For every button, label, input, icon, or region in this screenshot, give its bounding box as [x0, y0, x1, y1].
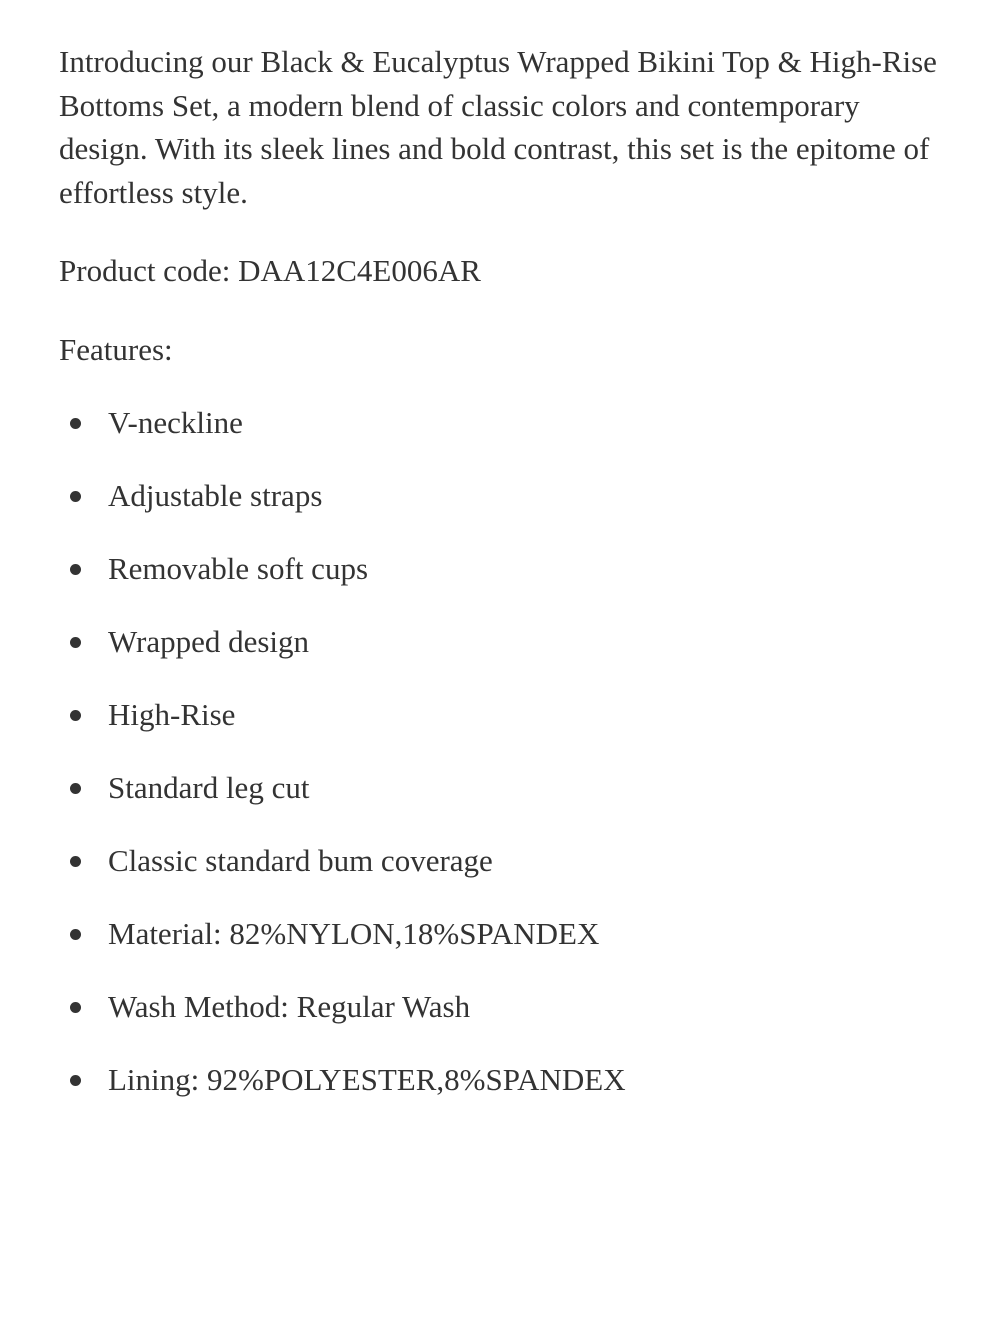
feature-label: Standard leg cut: [108, 770, 310, 805]
feature-item: [59, 912, 949, 956]
feature-label: V-neckline: [108, 405, 243, 440]
feature-item: [59, 693, 949, 737]
bullet-icon: [70, 418, 81, 429]
product-code: Product code: DAA12C4E006AR: [59, 253, 481, 288]
feature-item: [59, 766, 949, 810]
bullet-icon: [70, 1075, 81, 1086]
bullet-icon: [70, 856, 81, 867]
feature-label: Wash Method: Regular Wash: [108, 989, 471, 1024]
product-description: [59, 40, 949, 1131]
features-heading: Features:: [59, 331, 173, 367]
bullet-icon: [70, 491, 81, 502]
feature-item: [59, 985, 949, 1029]
bullet-icon: [70, 1002, 81, 1013]
feature-item: [59, 1058, 949, 1102]
feature-label: Material: 82%NYLON,18%SPANDEX: [108, 916, 600, 951]
feature-item: [59, 401, 949, 445]
feature-label: High-Rise: [108, 697, 236, 732]
feature-label: Wrapped design: [108, 624, 310, 659]
bullet-icon: [70, 783, 81, 794]
feature-label: Classic standard bum coverage: [108, 843, 493, 878]
feature-item: [59, 839, 949, 883]
features-list: [59, 401, 949, 1102]
feature-item: [59, 620, 949, 664]
feature-label: Lining: 92%POLYESTER,8%SPANDEX: [108, 1062, 626, 1097]
feature-item: [59, 474, 949, 518]
feature-label: Adjustable straps: [108, 478, 323, 513]
bullet-icon: [70, 710, 81, 721]
product-intro-text: Introducing our Black & Eucalyptus Wrapped Bikini Top & High-Rise Bottoms Set, a modern blend of classic colors and contemporary design. With its sleek lines and bold contrast, this set is the epitome of effortless style.: [59, 44, 937, 210]
bullet-icon: [70, 637, 81, 648]
bullet-icon: [70, 564, 81, 575]
feature-item: [59, 547, 949, 591]
bullet-icon: [70, 929, 81, 940]
feature-label: Removable soft cups: [108, 551, 369, 586]
